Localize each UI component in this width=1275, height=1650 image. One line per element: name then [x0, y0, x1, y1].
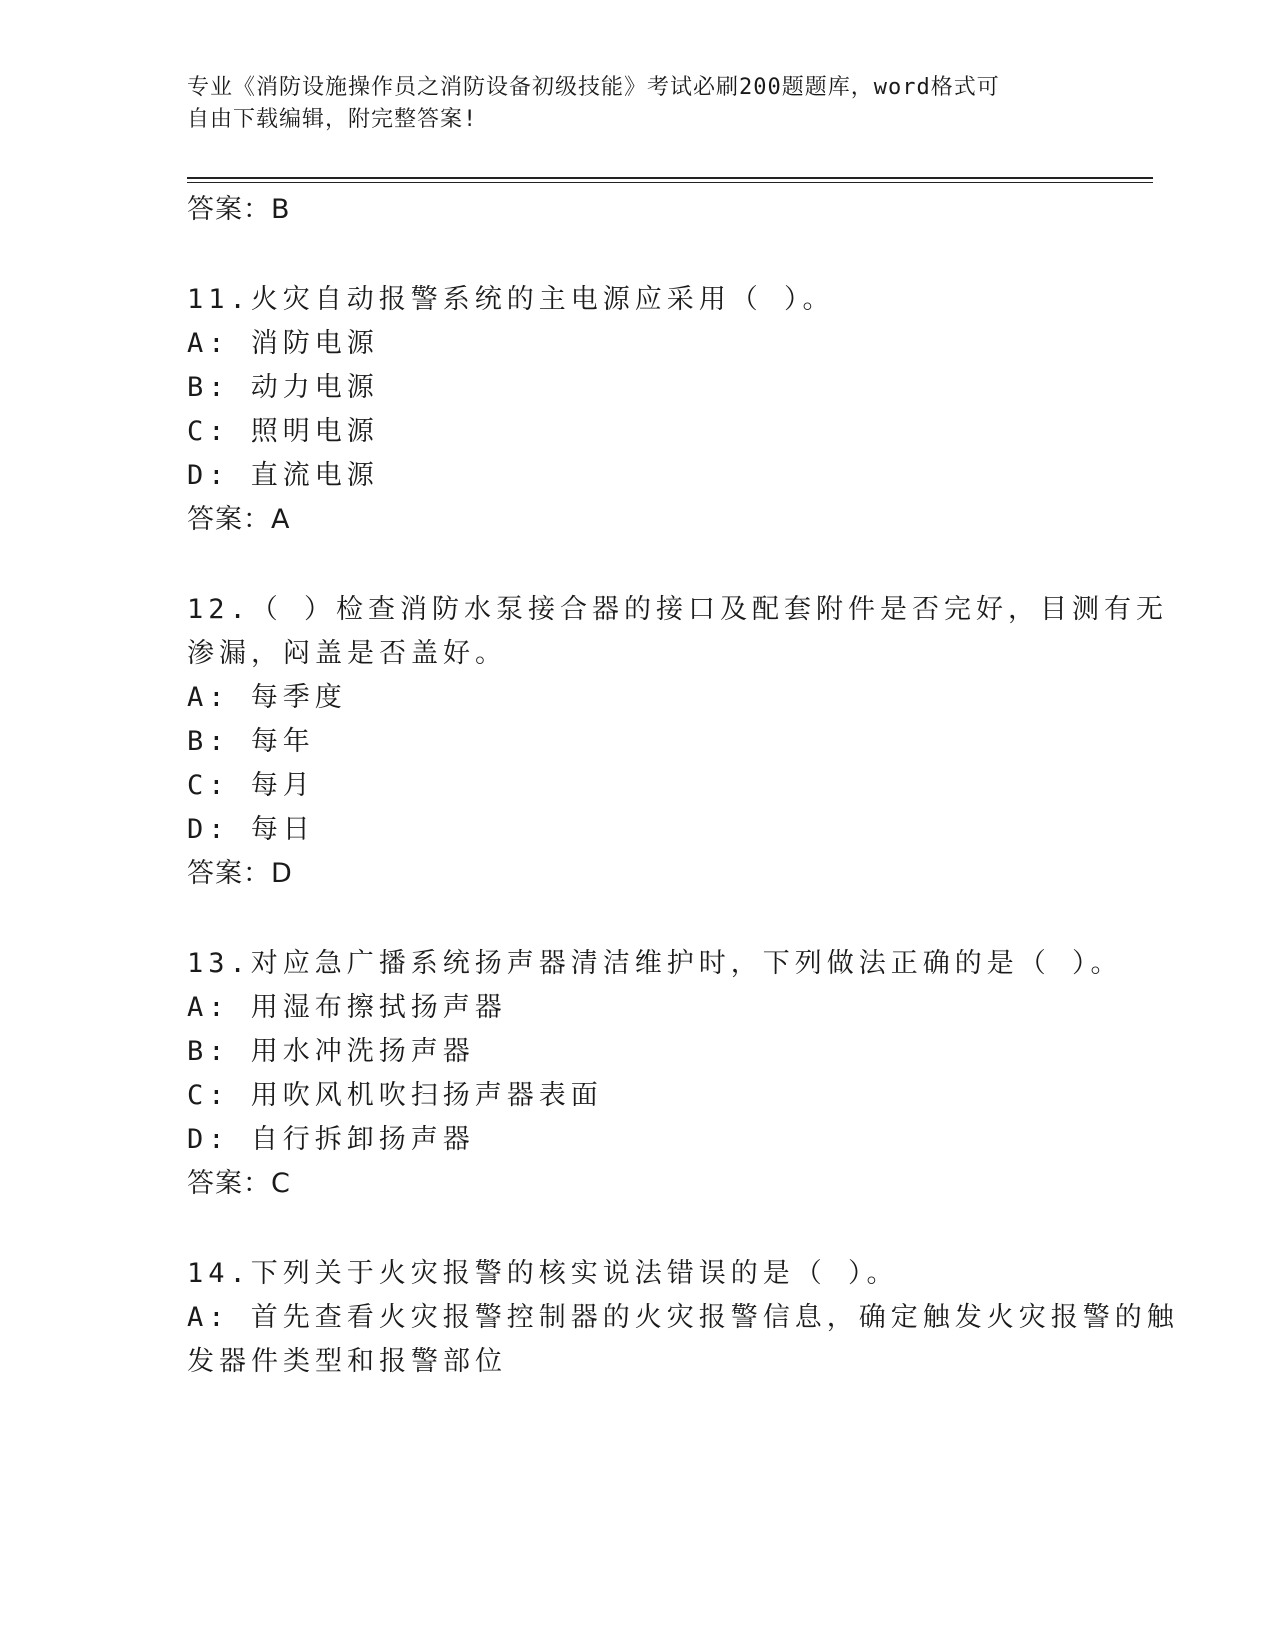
- question-11-option-c: C: 照明电源: [187, 416, 379, 447]
- question-11-option-d: D: 直流电源: [187, 460, 379, 491]
- question-14-option-a-line-1: A: 首先查看火灾报警控制器的火灾报警信息，确定触发火灾报警的触: [187, 1302, 1179, 1333]
- header-rule-thick: [187, 177, 1153, 179]
- question-12-stem-line-2: 渗漏，闷盖是否盖好。: [187, 638, 507, 669]
- question-12-stem-line-1: 12.（ ）检查消防水泵接合器的接口及配套附件是否完好，目测有无: [187, 594, 1169, 625]
- question-13-option-a: A: 用湿布擦拭扬声器: [187, 992, 507, 1023]
- question-11-option-b: B: 动力电源: [187, 372, 379, 403]
- question-13-option-c: C: 用吹风机吹扫扬声器表面: [187, 1080, 603, 1111]
- question-13-stem: 13.对应急广播系统扬声器清洁维护时，下列做法正确的是（ ）。: [187, 948, 1123, 979]
- question-11-stem: 11.火灾自动报警系统的主电源应采用（ ）。: [187, 284, 835, 315]
- question-14-stem: 14.下列关于火灾报警的核实说法错误的是（ ）。: [187, 1258, 899, 1289]
- question-11-option-a: A: 消防电源: [187, 328, 379, 359]
- question-13-option-b: B: 用水冲洗扬声器: [187, 1036, 475, 1067]
- question-12-option-d: D: 每日: [187, 814, 315, 845]
- question-14-option-a-line-2: 发器件类型和报警部位: [187, 1346, 507, 1377]
- question-12-option-a: A: 每季度: [187, 682, 347, 713]
- answer-q13: 答案：C: [187, 1168, 291, 1199]
- header-rule-thin: [187, 182, 1153, 183]
- question-12-option-b: B: 每年: [187, 726, 315, 757]
- document-header: [187, 72, 1067, 136]
- header-line-1: 专业《消防设施操作员之消防设备初级技能》考试必刷200题题库，word格式可: [187, 75, 1000, 100]
- question-13-option-d: D: 自行拆卸扬声器: [187, 1124, 475, 1155]
- answer-q12: 答案：D: [187, 858, 293, 889]
- answer-q10: 答案：B: [187, 194, 291, 225]
- header-line-2: 自由下载编辑，附完整答案!: [187, 107, 478, 132]
- question-12-option-c: C: 每月: [187, 770, 315, 801]
- answer-q11: 答案：A: [187, 504, 291, 535]
